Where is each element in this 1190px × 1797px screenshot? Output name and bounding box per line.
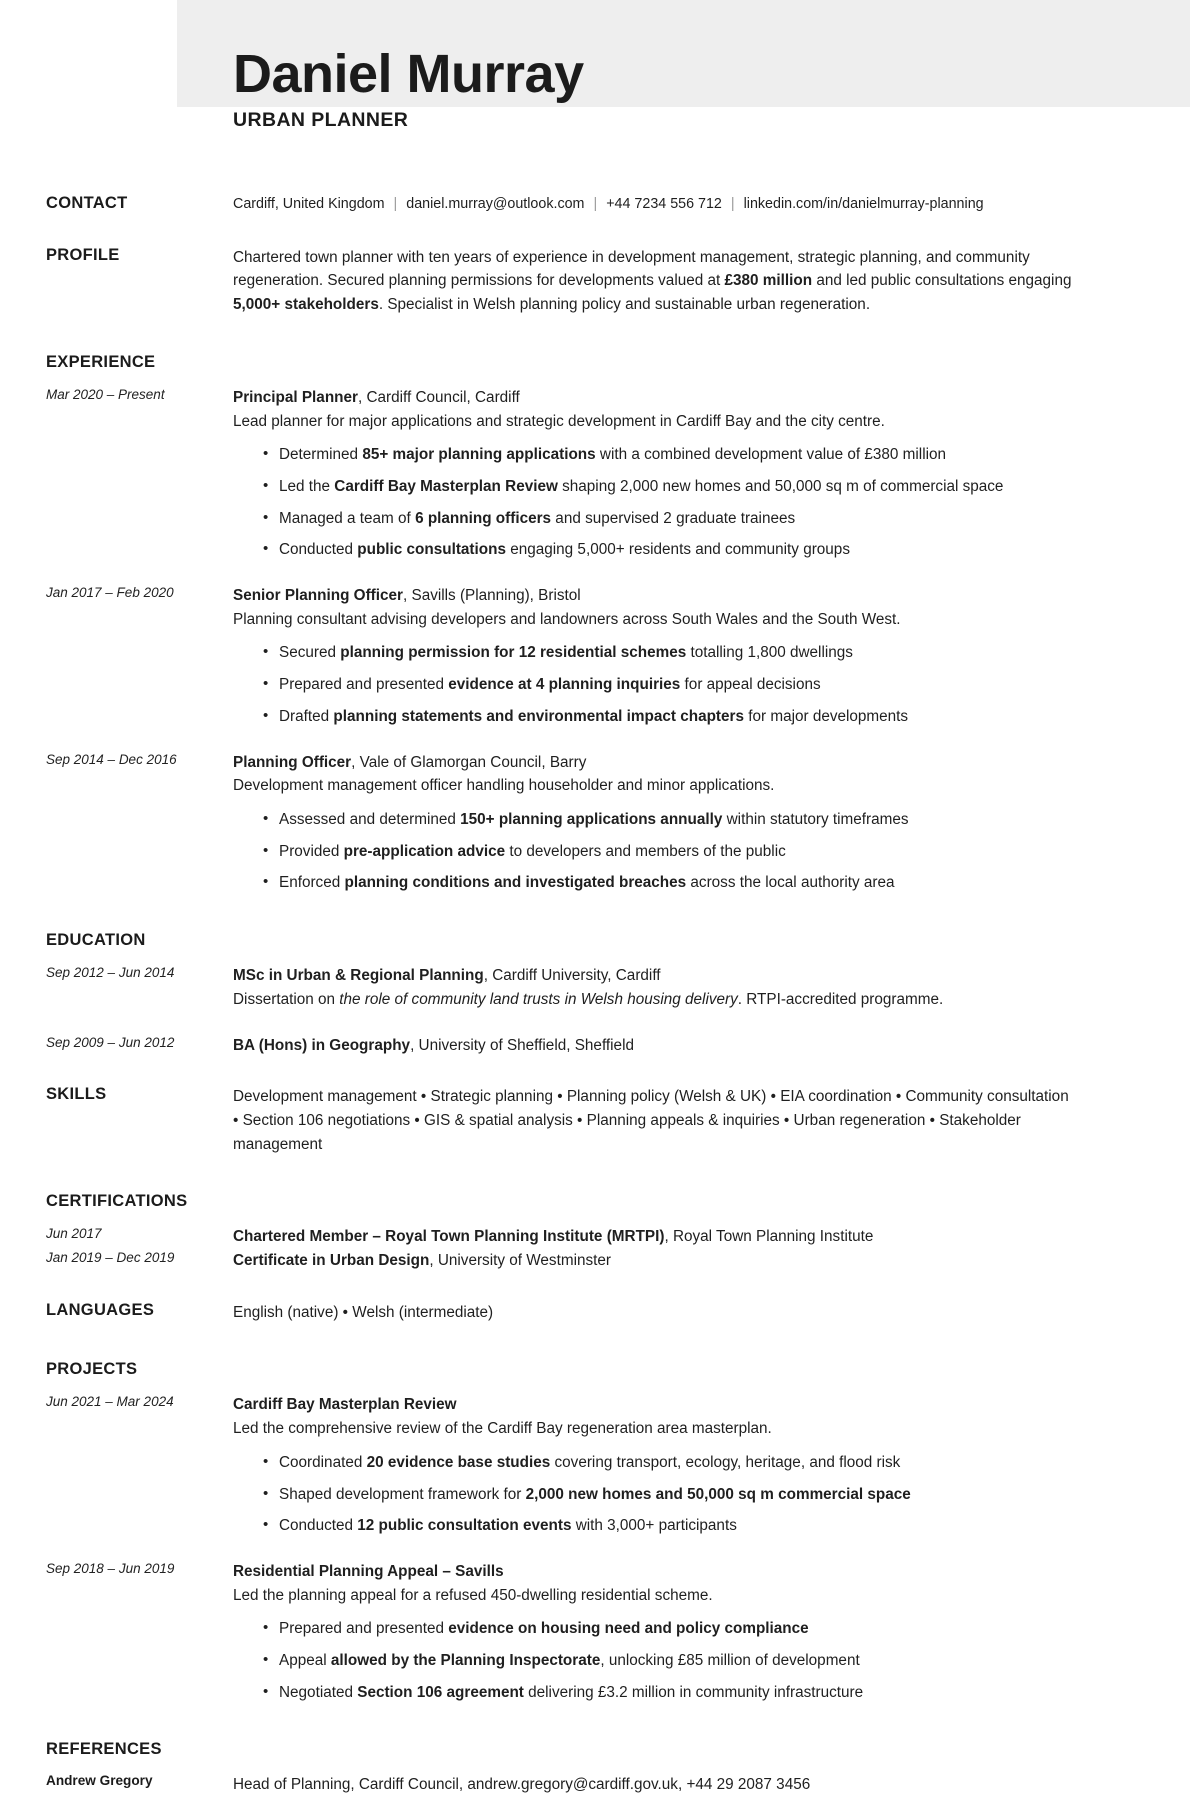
education-dates-col bbox=[1, 1034, 233, 1053]
profile-text-part: and led public consultations engaging bbox=[812, 272, 1072, 290]
section-label-education: EDUCATION bbox=[46, 931, 146, 950]
experience-dates: Sep 2014 – Dec 2016 bbox=[46, 751, 177, 767]
contact-separator-icon: | bbox=[393, 196, 398, 213]
education-school: , University of Sheffield, Sheffield bbox=[410, 1036, 634, 1054]
contact-section bbox=[1, 194, 1189, 215]
list-item: • Prepared and presented evidence on housing need and policy compliance bbox=[263, 1617, 1077, 1641]
contact-linkedin[interactable]: linkedin.com/in/danielmurray-planning bbox=[743, 196, 984, 213]
contact-location: Cardiff, United Kingdom bbox=[233, 196, 385, 213]
project-bullet-list bbox=[233, 1617, 1077, 1704]
section-label-references: REFERENCES bbox=[46, 1740, 162, 1759]
section-label-contact: CONTACT bbox=[46, 194, 128, 213]
experience-item bbox=[1, 386, 1189, 562]
experience-organization: , Cardiff Council, Cardiff bbox=[357, 388, 520, 406]
education-school: , Cardiff University, Cardiff bbox=[483, 967, 661, 985]
reference-name: Andrew Gregory bbox=[46, 1773, 153, 1789]
certification-dates: Jun 2017 bbox=[46, 1226, 102, 1242]
experience-item bbox=[1, 584, 1189, 729]
candidate-name: Daniel Murray bbox=[233, 44, 584, 104]
education-dates: Sep 2009 – Jun 2012 bbox=[46, 1034, 175, 1050]
contact-separator-icon: | bbox=[730, 196, 735, 213]
list-item: • Secured planning permission for 12 residential schemes totalling 1,800 dwellings bbox=[263, 641, 1077, 665]
project-detail-col bbox=[233, 1393, 1189, 1538]
reference-name-col bbox=[1, 1773, 233, 1788]
list-item: • Determined 85+ major planning applications with a combined development value of £380 million bbox=[263, 443, 1077, 467]
project-item bbox=[1, 1393, 1189, 1538]
list-item: • Managed a team of 6 planning officers and supervised 2 graduate trainees bbox=[263, 507, 1077, 531]
list-item: • Conducted 12 public consultation events with 3,000+ participants bbox=[263, 1514, 1077, 1538]
experience-title-line bbox=[233, 751, 1077, 775]
certification-item bbox=[1, 1225, 1189, 1249]
section-label-languages: LANGUAGES bbox=[46, 1300, 155, 1319]
reference-detail: Head of Planning, Cardiff Council, andrew.gregory@cardiff.gov.uk, +44 29 2087 3456 bbox=[233, 1776, 811, 1794]
education-label-col bbox=[1, 931, 233, 950]
profile-highlight-value: £380 million bbox=[724, 272, 813, 290]
project-summary: Led the comprehensive review of the Cardiff Bay regeneration area masterplan. bbox=[233, 1420, 772, 1438]
profile-highlight-stakeholders: 5,000+ stakeholders bbox=[233, 296, 379, 314]
education-degree: MSc in Urban & Regional Planning bbox=[233, 967, 484, 985]
certification-issuer: , Royal Town Planning Institute bbox=[664, 1228, 874, 1246]
experience-role: Principal Planner bbox=[233, 388, 358, 406]
certification-title-line bbox=[233, 1249, 1077, 1273]
profile-content-col bbox=[233, 246, 1189, 317]
section-label-projects: PROJECTS bbox=[46, 1360, 138, 1379]
section-label-skills: SKILLS bbox=[46, 1085, 107, 1104]
section-label-profile: PROFILE bbox=[46, 245, 120, 264]
contact-email[interactable]: daniel.murray@outlook.com bbox=[406, 196, 585, 213]
certification-detail-col bbox=[233, 1225, 1189, 1249]
experience-role: Planning Officer bbox=[233, 753, 352, 771]
certifications-label-col bbox=[1, 1192, 233, 1211]
certification-title-line bbox=[233, 1225, 1077, 1249]
skills-content-col bbox=[233, 1085, 1189, 1156]
skills-section bbox=[1, 1085, 1189, 1156]
experience-organization: , Savills (Planning), Bristol bbox=[403, 587, 581, 605]
experience-summary: Development management officer handling householder and minor applications. bbox=[233, 777, 775, 795]
list-item: • Shaped development framework for 2,000 new homes and 50,000 sq m commercial space bbox=[263, 1483, 1077, 1507]
list-item: • Appeal allowed by the Planning Inspectorate, unlocking £85 million of development bbox=[263, 1649, 1077, 1673]
certification-dates-col bbox=[1, 1249, 233, 1268]
certifications-section-header bbox=[1, 1192, 1189, 1211]
education-dates: Sep 2012 – Jun 2014 bbox=[46, 965, 175, 981]
project-dates: Jun 2021 – Mar 2024 bbox=[46, 1394, 174, 1410]
experience-role: Senior Planning Officer bbox=[233, 587, 403, 605]
skills-list: Development management • Strategic planning • Planning policy (Welsh & UK) • EIA coordination • Community consultation • Section 106 negotiations • GIS & spatial analysis • Planning appeals & inquiries • Urban regeneration • Stakeholder management bbox=[233, 1088, 1069, 1153]
candidate-job-title: URBAN PLANNER bbox=[233, 109, 409, 132]
project-dates-col bbox=[1, 1393, 233, 1412]
education-section-header bbox=[1, 931, 1189, 950]
references-section-header bbox=[1, 1740, 1189, 1759]
experience-dates-col bbox=[1, 751, 233, 770]
experience-detail-col bbox=[233, 584, 1189, 729]
profile-label-col bbox=[1, 246, 233, 265]
profile-text-part: Chartered town planner with ten years of experience in development management, strategic planning, and community regeneration. Secured planning permissions for developments valued at bbox=[233, 248, 1030, 290]
education-item bbox=[1, 1034, 1189, 1058]
experience-title-line bbox=[233, 584, 1077, 608]
profile-section bbox=[1, 246, 1189, 317]
certification-title: Chartered Member – Royal Town Planning Institute (MRTPI) bbox=[233, 1228, 665, 1246]
education-detail-col bbox=[233, 1034, 1189, 1058]
list-item: • Assessed and determined 150+ planning applications annually within statutory timeframes bbox=[263, 808, 1077, 832]
experience-detail-col bbox=[233, 751, 1189, 896]
project-title-line bbox=[233, 1393, 1077, 1417]
certification-issuer: , University of Westminster bbox=[429, 1252, 611, 1270]
education-title-line bbox=[233, 1034, 1077, 1058]
experience-dates: Jan 2017 – Feb 2020 bbox=[46, 585, 174, 601]
certification-title: Certificate in Urban Design bbox=[233, 1252, 430, 1270]
experience-bullet-list bbox=[233, 808, 1077, 895]
experience-dates-col bbox=[1, 584, 233, 603]
contact-content-col bbox=[233, 194, 1189, 215]
references-label-col bbox=[1, 1740, 233, 1759]
experience-section-header bbox=[1, 353, 1189, 372]
certification-item bbox=[1, 1249, 1189, 1273]
experience-summary: Lead planner for major applications and strategic development in Cardiff Bay and the city centre. bbox=[233, 412, 885, 430]
project-title: Residential Planning Appeal – Savills bbox=[233, 1562, 504, 1580]
experience-label-col bbox=[1, 353, 233, 372]
skills-label-col bbox=[1, 1085, 233, 1104]
experience-dates-col bbox=[1, 386, 233, 405]
list-item: • Enforced planning conditions and investigated breaches across the local authority area bbox=[263, 871, 1077, 895]
languages-list: English (native) • Welsh (intermediate) bbox=[233, 1303, 494, 1321]
education-detail: Dissertation on the role of community land trusts in Welsh housing delivery. RTPI-accredited programme. bbox=[233, 990, 944, 1008]
projects-label-col bbox=[1, 1360, 233, 1379]
experience-organization: , Vale of Glamorgan Council, Barry bbox=[351, 753, 587, 771]
list-item: • Led the Cardiff Bay Masterplan Review shaping 2,000 new homes and 50,000 sq m of commercial space bbox=[263, 475, 1077, 499]
experience-title-line bbox=[233, 386, 1077, 410]
experience-dates: Mar 2020 – Present bbox=[46, 386, 165, 402]
project-dates: Sep 2018 – Jun 2019 bbox=[46, 1560, 175, 1576]
project-dates-col bbox=[1, 1560, 233, 1579]
experience-detail-col bbox=[233, 386, 1189, 562]
languages-label-col bbox=[1, 1301, 233, 1320]
education-dissertation-title: the role of community land trusts in Welsh housing delivery bbox=[339, 990, 738, 1008]
section-label-certifications: CERTIFICATIONS bbox=[46, 1192, 188, 1211]
languages-section bbox=[1, 1301, 1189, 1325]
list-item: • Drafted planning statements and environmental impact chapters for major developments bbox=[263, 705, 1077, 729]
projects-section-header bbox=[1, 1360, 1189, 1379]
list-item: • Provided pre-application advice to developers and members of the public bbox=[263, 840, 1077, 864]
list-item: • Prepared and presented evidence at 4 planning inquiries for appeal decisions bbox=[263, 673, 1077, 697]
list-item: • Coordinated 20 evidence base studies covering transport, ecology, heritage, and flood risk bbox=[263, 1451, 1077, 1475]
contact-line bbox=[233, 194, 1077, 215]
list-item: • Conducted public consultations engaging 5,000+ residents and community groups bbox=[263, 538, 1077, 562]
list-item: • Negotiated Section 106 agreement delivering £3.2 million in community infrastructure bbox=[263, 1681, 1077, 1705]
contact-label-col bbox=[1, 194, 233, 213]
education-detail-col bbox=[233, 964, 1189, 1011]
education-item bbox=[1, 964, 1189, 1011]
profile-text-part: . Specialist in Welsh planning policy and sustainable urban regeneration. bbox=[378, 296, 871, 314]
education-dates-col bbox=[1, 964, 233, 983]
certification-dates-col bbox=[1, 1225, 233, 1244]
certification-detail-col bbox=[233, 1249, 1189, 1273]
resume-header bbox=[233, 0, 1189, 132]
project-bullet-list bbox=[233, 1451, 1077, 1538]
project-title-line bbox=[233, 1560, 1077, 1584]
experience-bullet-list bbox=[233, 443, 1077, 562]
contact-separator-icon: | bbox=[593, 196, 598, 213]
reference-item bbox=[1, 1773, 1189, 1797]
profile-text bbox=[233, 246, 1077, 317]
contact-phone[interactable]: +44 7234 556 712 bbox=[606, 196, 722, 213]
experience-summary: Planning consultant advising developers and landowners across South Wales and the South West. bbox=[233, 610, 901, 628]
experience-bullet-list bbox=[233, 641, 1077, 728]
certification-dates: Jan 2019 – Dec 2019 bbox=[46, 1250, 175, 1266]
project-summary: Led the planning appeal for a refused 450-dwelling residential scheme. bbox=[233, 1586, 713, 1604]
languages-content-col bbox=[233, 1301, 1189, 1325]
education-degree: BA (Hons) in Geography bbox=[233, 1036, 411, 1054]
project-title: Cardiff Bay Masterplan Review bbox=[233, 1396, 457, 1414]
education-title-line bbox=[233, 964, 1077, 988]
experience-item bbox=[1, 751, 1189, 896]
section-label-experience: EXPERIENCE bbox=[46, 352, 156, 371]
reference-detail-col bbox=[233, 1773, 1189, 1797]
